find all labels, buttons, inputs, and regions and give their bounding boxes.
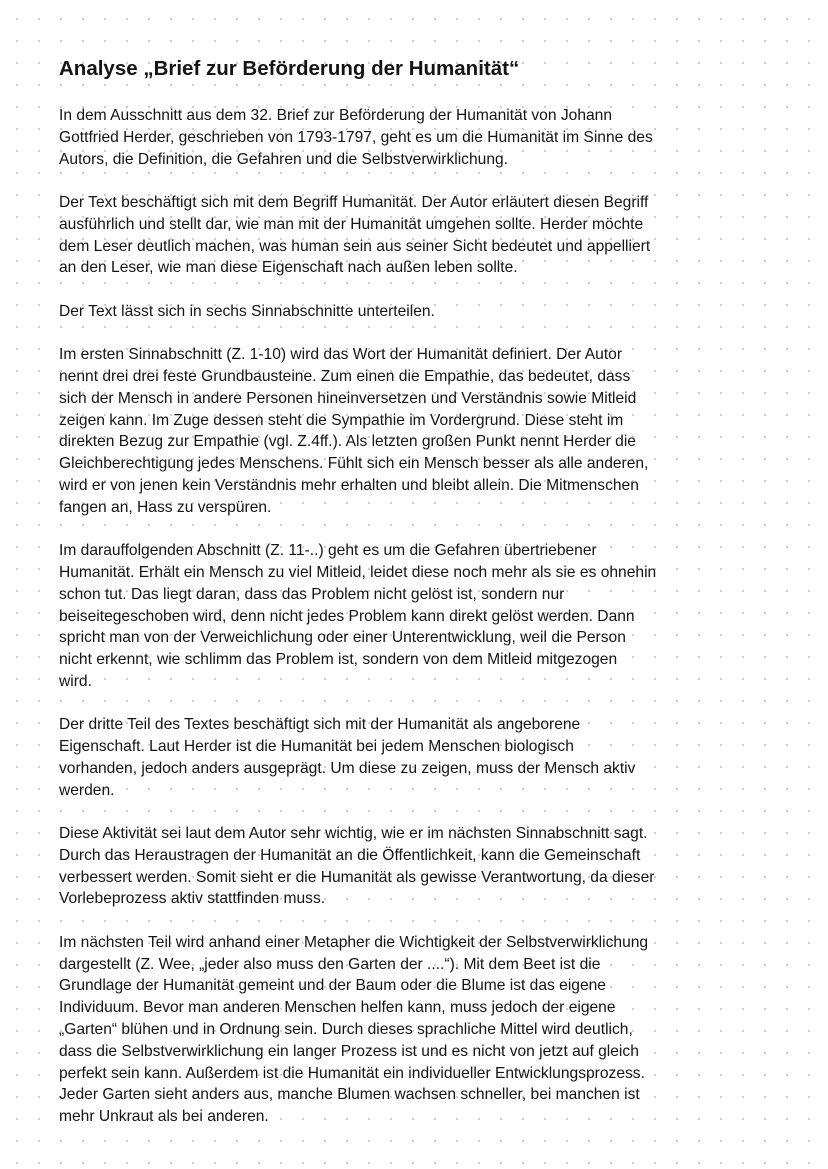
text-line: Individuum. Bevor man anderen Menschen helfen kann, muss jedoch der eigene xyxy=(59,999,616,1017)
text-line: wird. xyxy=(59,672,92,690)
text-line: perfekt sein kann. Außerdem ist die Humanität ein individueller Entwicklungsprozess. xyxy=(59,1064,645,1082)
text-line: Gleichberechtigung jedes Menschens. Fühlt sich ein Mensch besser als alle anderen, xyxy=(59,455,649,473)
text-line: „Garten“ blühen und in Ordnung sein. Durch dieses sprachliche Mittel wird deutlich, xyxy=(59,1021,633,1039)
text-line: schon tut. Das liegt daran, dass das Problem nicht gelöst ist, sondern nur xyxy=(59,585,565,603)
text-line: dass die Selbstverwirklichung ein langer Prozess ist und es nicht von jetzt auf gleich xyxy=(59,1042,639,1060)
document-title: Analyse „Brief zur Beförderung der Humanität“ xyxy=(59,57,520,80)
text-line: werden. xyxy=(59,781,115,799)
text-line: Der dritte Teil des Textes beschäftigt sich mit der Humanität als angeborene xyxy=(59,716,581,734)
paragraph xyxy=(59,105,771,170)
text-line: an den Leser, wie man diese Eigenschaft nach außen leben sollte. xyxy=(59,259,518,277)
document-body xyxy=(59,105,771,1128)
text-line: nennt drei drei feste Grundbausteine. Zum einen die Empathie, das bedeutet, dass xyxy=(59,367,631,385)
text-line: Humanität. Erhält ein Mensch zu viel Mitleid, leidet diese noch mehr als sie es ohnehin xyxy=(59,563,657,581)
text-line: In dem Ausschnitt aus dem 32. Brief zur Beförderung der Humanität von Johann xyxy=(59,107,613,124)
text-line: direkten Bezug zur Empathie (vgl. Z.4ff.). Als letzten großen Punkt nennt Herder die xyxy=(59,433,636,451)
paragraph xyxy=(59,540,771,693)
text-line: Der Text beschäftigt sich mit dem Begriff Humanität. Der Autor erläutert diesen Begriff xyxy=(59,193,649,211)
paragraph xyxy=(59,714,771,801)
paragraph xyxy=(59,301,771,323)
text-line: zeigen kann. Im Zuge dessen steht die Sympathie im Vordergrund. Diese steht im xyxy=(59,411,624,429)
text-line: spricht man von der Verweichlichung oder einer Unterentwicklung, weil die Person xyxy=(59,629,626,647)
text-line: sich der Mensch in andere Personen hineinversetzen und Verständnis sowie Mitleid xyxy=(59,389,637,407)
paragraph xyxy=(59,823,771,910)
text-line: Im darauffolgenden Abschnitt (Z. 11-..) geht es um die Gefahren übertriebener xyxy=(59,542,597,560)
text-line: dem Leser deutlich machen, was human sein aus seiner Sicht bedeutet und appelliert xyxy=(59,237,651,255)
text-line: mehr Unkraut als bei anderen. xyxy=(59,1108,269,1126)
text-line: Jeder Garten sieht anders aus, manche Blumen wachsen schneller, bei manchen ist xyxy=(59,1086,640,1104)
text-line: Im ersten Sinnabschnitt (Z. 1-10) wird das Wort der Humanität definiert. Der Autor xyxy=(59,346,623,364)
text-line: wird er von jenen kein Verständnis mehr erhalten und bleibt allein. Die Mitmenschen xyxy=(59,476,639,494)
document-page xyxy=(59,55,771,1150)
text-line: fangen an, Hass zu verspüren. xyxy=(59,498,272,516)
text-line: Diese Aktivität sei laut dem Autor sehr wichtig, wie er im nächsten Sinnabschnitt sagt. xyxy=(59,825,648,843)
paragraph xyxy=(59,344,771,518)
text-line: Autors, die Definition, die Gefahren und die Selbstverwirklichung. xyxy=(59,150,508,168)
text-line: vorhanden, jedoch anders ausgeprägt. Um diese zu zeigen, muss der Mensch aktiv xyxy=(59,759,636,777)
text-line: beiseitegeschoben wird, denn nicht jedes Problem kann direkt gelöst werden. Dann xyxy=(59,607,635,625)
text-line: nicht erkennt, wie schlimm das Problem ist, sondern von dem Mitleid mitgezogen xyxy=(59,651,618,669)
text-line: Vorlebeprozess aktiv stattfinden muss. xyxy=(59,890,326,908)
text-line: Im nächsten Teil wird anhand einer Metapher die Wichtigkeit der Selbstverwirklichung xyxy=(59,933,649,951)
text-line: Durch das Heraustragen der Humanität an die Öffentlichkeit, kann die Gemeinschaft xyxy=(59,846,641,864)
text-line: dargestellt (Z. Wee, „jeder also muss den Garten der ....“). Mit dem Beet ist die xyxy=(59,955,601,973)
text-line: Eigenschaft. Laut Herder ist die Humanität bei jedem Menschen biologisch xyxy=(59,738,574,756)
text-line: verbessert werden. Somit sieht er die Humanität als gewisse Verantwortung, da dieser xyxy=(59,868,655,886)
paragraph xyxy=(59,192,771,279)
text-line: Gottfried Herder, geschrieben von 1793-1797, geht es um die Humanität im Sinne des xyxy=(59,128,653,146)
text-line: Grundlage der Humanität gemeint und der Baum oder die Blume ist das eigene xyxy=(59,977,606,995)
text-line: Der Text lässt sich in sechs Sinnabschnitte unterteilen. xyxy=(59,302,435,320)
paragraph xyxy=(59,932,771,1128)
text-line: ausführlich und stellt dar, wie man mit der Humanität umgehen sollte. Herder möchte xyxy=(59,215,644,233)
